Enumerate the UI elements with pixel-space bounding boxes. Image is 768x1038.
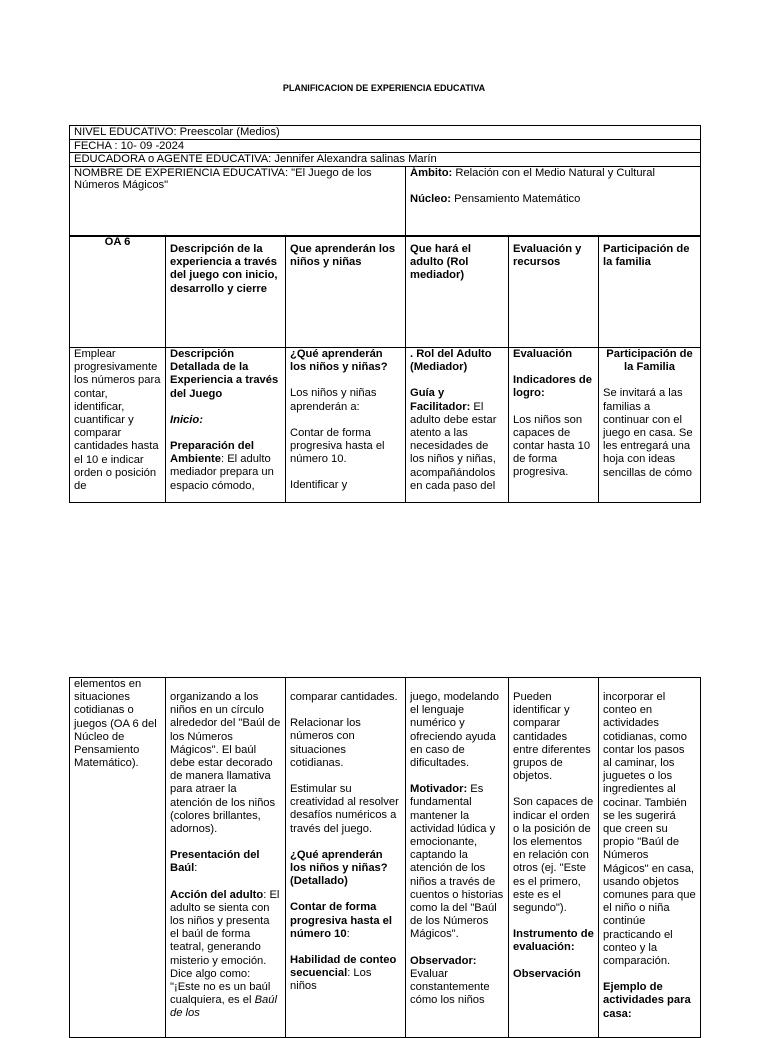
ambito-value: Relación con el Medio Natural y Cultural <box>452 166 655 179</box>
row1-apr-item1: Contar de forma progresiva hasta el número 10. <box>290 426 385 466</box>
row2-eval-p2: Son capaces de indicar el orden o la posición de los elementos en relación con otros (ej. "Este es el primero, este es el segundo"). <box>513 796 594 915</box>
row2-evaluacion <box>509 678 599 1038</box>
row2-rol-mot-label: Motivador: <box>410 783 468 796</box>
header-table <box>69 125 701 237</box>
col-descripcion-header: Descripción de la experiencia a través del juego con inicio, desarrollo y cierre <box>166 236 286 348</box>
row2-desc-accion-italic: Baúl de los <box>170 994 277 1020</box>
row2-rol-obs-text: Evaluar constantemente cómo los niños <box>410 967 490 1007</box>
row1-fam-text: Se invitará a las familias a continuar con el juego en casa. Se les entregará una hoja con ideas sencillas de cómo <box>603 387 693 479</box>
row1-rol-guia-text: El adulto debe estar atento a las necesidades de los niños y niñas, acompañándolos en cada paso del <box>410 400 497 492</box>
row2-oa: elementos en situaciones cotidianas o juegos (OA 6 del Núcleo de Pensamiento Matemático). <box>70 678 166 1038</box>
row2-familia <box>599 678 701 1038</box>
row1-eval-ind-label: Indicadores de logro: <box>513 374 592 400</box>
nucleo-value: Pensamiento Matemático <box>451 193 581 205</box>
row2-rol <box>406 678 509 1038</box>
row2-apr-contar-colon: : <box>346 927 350 940</box>
row2-descripcion <box>166 678 286 1038</box>
nivel-educativo: NIVEL EDUCATIVO: Preescolar (Medios) <box>70 126 701 140</box>
ambito-label: Ámbito: <box>410 166 453 179</box>
row2-apr-q: ¿Qué aprenderán los niños y niñas? (Detallado) <box>290 848 388 888</box>
row2-apr-p1: comparar cantidades. <box>290 691 398 703</box>
row1-familia <box>599 348 701 503</box>
row2-desc-accion-label: Acción del adulto <box>170 888 264 901</box>
row1-desc-prep-label: Preparación del Ambiente <box>170 440 254 466</box>
row2-rol-p1: juego, modelando el lenguaje numérico y ofreciendo ayuda en caso de dificultades. <box>410 691 499 770</box>
row1-fam-title: Participación de la Familia <box>606 348 693 374</box>
row2-desc-pres-colon: : <box>194 862 198 875</box>
row1-apr-title: ¿Qué aprenderán los niños y niñas? <box>290 348 388 374</box>
row2-desc-pres-label: Presentación del Baúl <box>170 849 260 875</box>
row2-apr-hab-label: Habilidad de conteo secuencial <box>290 954 397 980</box>
row1-desc-inicio: Inicio: <box>170 413 203 426</box>
row1-eval-ind-text: Los niños son capaces de contar hasta 10 de forma progresiva. <box>513 413 591 479</box>
row1-descripcion <box>166 348 286 503</box>
row2-desc-p1: organizando a los niños en un círculo alrededor del "Baúl de los Números Mágicos". El baúl debe estar decorado de manera llamativa para atraer la atención de los niños (colores brillantes, adornos). <box>170 691 281 836</box>
col-familia-header: Participación de la familia <box>599 236 701 348</box>
planning-table-continued <box>69 677 701 1038</box>
row2-apr-hab-text: : Los niños <box>290 967 372 993</box>
col-evaluacion-header: Evaluación y recursos <box>509 236 599 348</box>
educadora: EDUCADORA o AGENTE EDUCATIVA: Jennifer Alexandra salinas Marín <box>70 153 701 167</box>
row2-eval-inst: Instrumento de evaluación: <box>513 928 594 954</box>
document-title: PLANIFICACION DE EXPERIENCIA EDUCATIVA <box>282 83 486 93</box>
row1-eval-title: Evaluación <box>513 348 573 360</box>
nucleo-label: Núcleo: <box>410 193 452 205</box>
row2-fam-ej: Ejemplo de actividades para casa: <box>603 981 691 1020</box>
row2-desc-accion-text: : El adulto se sienta con los niños y presenta el baúl de forma teatral, generando misterio y emoción. Dice algo como: "¡Este no es un baúl cualquiera, es el <box>170 888 280 1007</box>
row1-desc-prep-text: : El adulto mediador prepara un espacio cómodo, <box>170 453 274 492</box>
row1-oa: Emplear progresivamente los números para contar, identificar, cuantificar y comparar cantidades hasta el 10 e indicar orden o posición de <box>70 348 166 503</box>
row2-apr-contar: Contar de forma progresiva hasta el número 10 <box>290 901 392 940</box>
ambito-nucleo-cell <box>406 166 701 236</box>
row1-desc-title: Descripción Detallada de la Experiencia a través del Juego <box>170 348 279 400</box>
planning-table <box>69 235 701 503</box>
row1-aprenderan <box>286 348 406 503</box>
col-hara-header: Que hará el adulto (Rol mediador) <box>406 236 509 348</box>
row2-eval-obs: Observación <box>513 967 581 980</box>
row1-apr-item2: Identificar y <box>290 479 348 492</box>
col-aprenderan-header: Que aprenderán los niños y niñas <box>286 236 406 348</box>
row2-apr-p3: Estimular su creatividad al resolver desafíos numéricos a través del juego. <box>290 783 399 835</box>
row2-rol-mot-text: Es fundamental mantener la actividad lúdica y emocionante, captando la atención de los niños a través de cuentos o historias como la del "Baúl de los Números Mágicos". <box>410 783 504 941</box>
row1-evaluacion <box>509 348 599 503</box>
fecha: FECHA : 10- 09 -2024 <box>70 139 701 153</box>
row1-rol-title: . Rol del Adulto (Mediador) <box>410 348 492 374</box>
row2-fam-p1: incorporar el conteo en actividades cotidianas, como contar los pasos al caminar, los juguetes o los ingredientes al cocinar. También se les sugerirá que creen su propio "Baúl de Números Mágicos" en casa, usando objetos comunes para que el niño o niña continúe practicando el conteo y la comparación. <box>603 691 696 968</box>
row1-rol-guia-label: Guía y Facilitador: <box>410 387 471 413</box>
row2-rol-obs-label: Observador: <box>410 954 477 967</box>
row1-apr-intro: Los niños y niñas aprenderán a: <box>290 387 377 413</box>
row2-eval-p1: Pueden identificar y comparar cantidades entre diferentes grupos de objetos. <box>513 691 591 783</box>
row2-apr-p2: Relacionar los números con situaciones cotidianas. <box>290 717 361 769</box>
nombre-experiencia: NOMBRE DE EXPERIENCIA EDUCATIVA: "El Juego de los Números Mágicos" <box>70 166 406 236</box>
row2-aprenderan <box>286 678 406 1038</box>
row1-rol <box>406 348 509 503</box>
col-oa-header: OA 6 <box>70 236 166 348</box>
